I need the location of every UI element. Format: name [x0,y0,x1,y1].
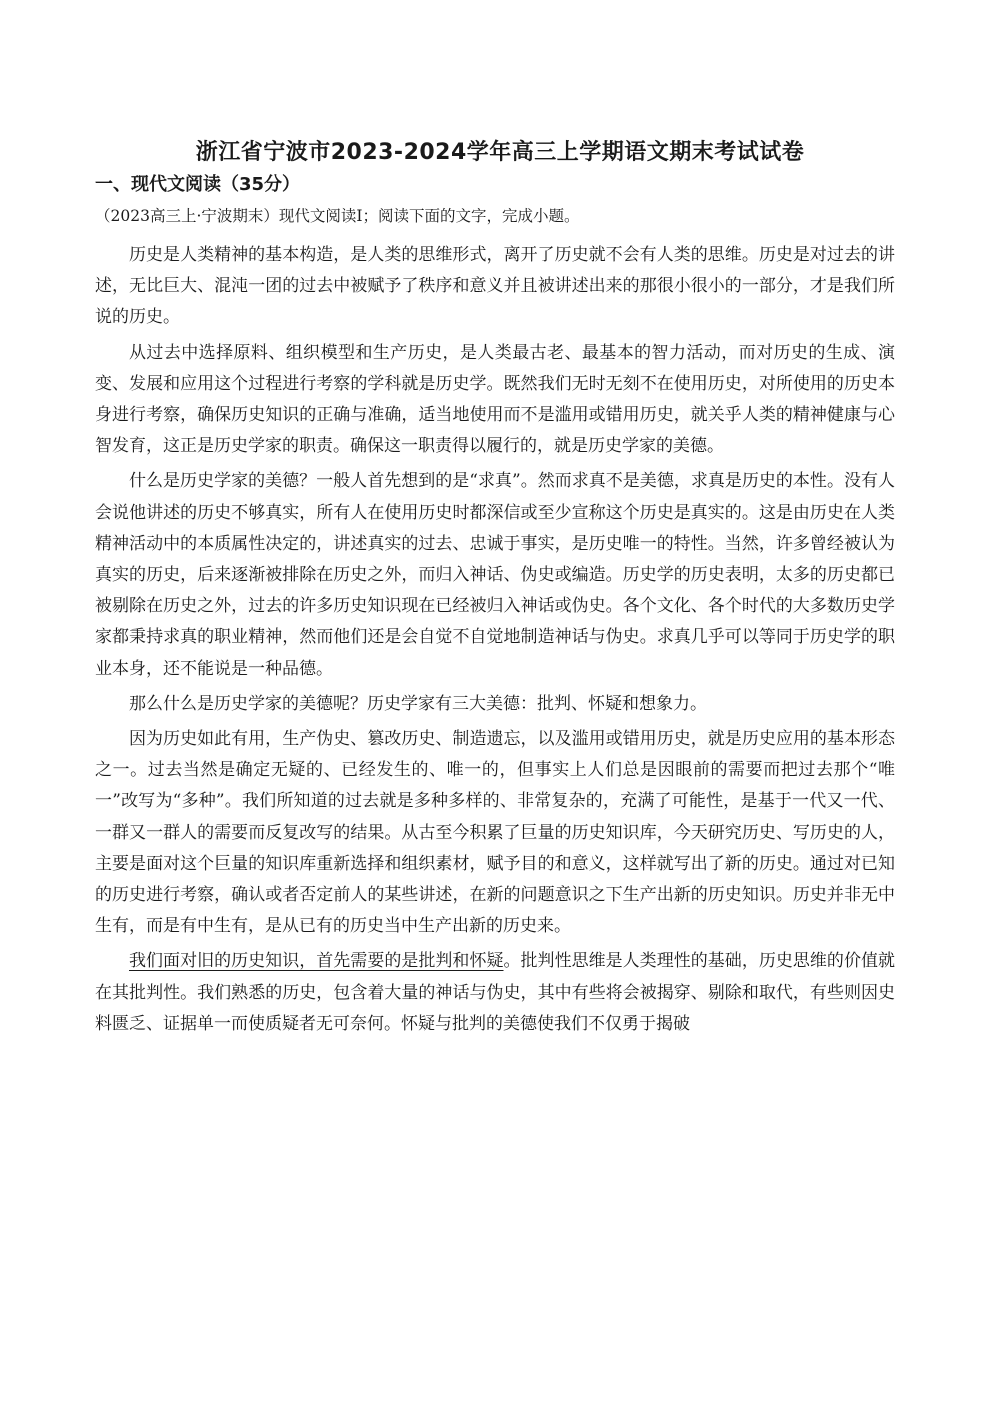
paragraph-4: 那么什么是历史学家的美德呢？历史学家有三大美德：批判、怀疑和想象力。 [129,693,707,714]
paragraph-3: 什么是历史学家的美德？一般人首先想到的是“求真”。然而求真不是美德，求真是历史的本性。没有人会说他讲述的历史不够真实，所有人在使用历史时都深信或至少宣称这个历史是真实的。这是由历史在人类精神活动中的本质属性决定的，讲述真实的过去、忠诚于事实，是历史唯一的特性。当然，许多曾经被认为真实的历史，后来逐渐被排除在历史之外，而归入神话、伪史或编造。历史学的历史表明，太多的历史都已被剔除在历史之外，过去的许多历史知识现在已经被归入神话或伪史。各个文化、各个时代的大多数历史学家都秉持求真的职业精神，然而他们还是会自觉不自觉地制造神话与伪史。求真几乎可以等同于历史学的职业本身，还不能说是一种品德。 [95,471,895,679]
paragraph-2: 从过去中选择原料、组织模型和生产历史，是人类最古老、最基本的智力活动，而对历史的生成、演变、发展和应用这个过程进行考察的学科就是历史学。既然我们无时无刻不在使用历史，对所使用的历史本身进行考察，确保历史知识的正确与准确，适当地使用而不是滥用或错用历史，就关乎人类的精神健康与心智发育，这正是历史学家的职责。确保这一职责得以履行的，就是历史学家的美德。 [95,342,895,457]
passage-body [95,240,895,1040]
document-title: 浙江省宁波市2023-2024学年高三上学期语文期末考试试卷 [195,140,805,165]
paragraph-6-rest: 。批判性思维是人类理性的基础，历史思维的价值就在其批判性。我们熟悉的历史，包含着大量的神话与伪史，其中有些将会被揭穿、剔除和取代，有些则因史料匮乏、证据单一而使质疑者无可奈何。怀疑与批判的美德使我们不仅勇于揭破 [95,951,895,1034]
underlined-sentence: 我们面对旧的历史知识，首先需要的是批判和怀疑 [129,951,504,972]
reading-intro: （2023高三上·宁波期末）现代文阅读I；阅读下面的文字，完成小题。 [95,207,580,225]
paragraph-1: 历史是人类精神的基本构造，是人类的思维形式，离开了历史就不会有人类的思维。历史是对过去的讲述，无比巨大、混沌一团的过去中被赋予了秩序和意义并且被讲述出来的那很小很小的一部分，才是我们所说的历史。 [95,245,895,328]
paragraph-5: 因为历史如此有用，生产伪史、篡改历史、制造遗忘，以及滥用或错用历史，就是历史应用的基本形态之一。过去当然是确定无疑的、已经发生的、唯一的，但事实上人们总是因眼前的需要而把过去那个“唯一”改写为“多种”。我们所知道的过去就是多种多样的、非常复杂的，充满了可能性，是基于一代又一代、一群又一群人的需要而反复改写的结果。从古至今积累了巨量的历史知识库，今天研究历史、写历史的人，主要是面对这个巨量的知识库重新选择和组织素材，赋予目的和意义，这样就写出了新的历史。通过对已知的历史进行考察，确认或者否定前人的某些讲述，在新的问题意识之下生产出新的历史知识。历史并非无中生有，而是有中生有，是从已有的历史当中生产出新的历史来。 [95,729,895,937]
section-heading: 一、现代文阅读（35分） [95,174,301,195]
paragraph-6 [95,946,895,1040]
